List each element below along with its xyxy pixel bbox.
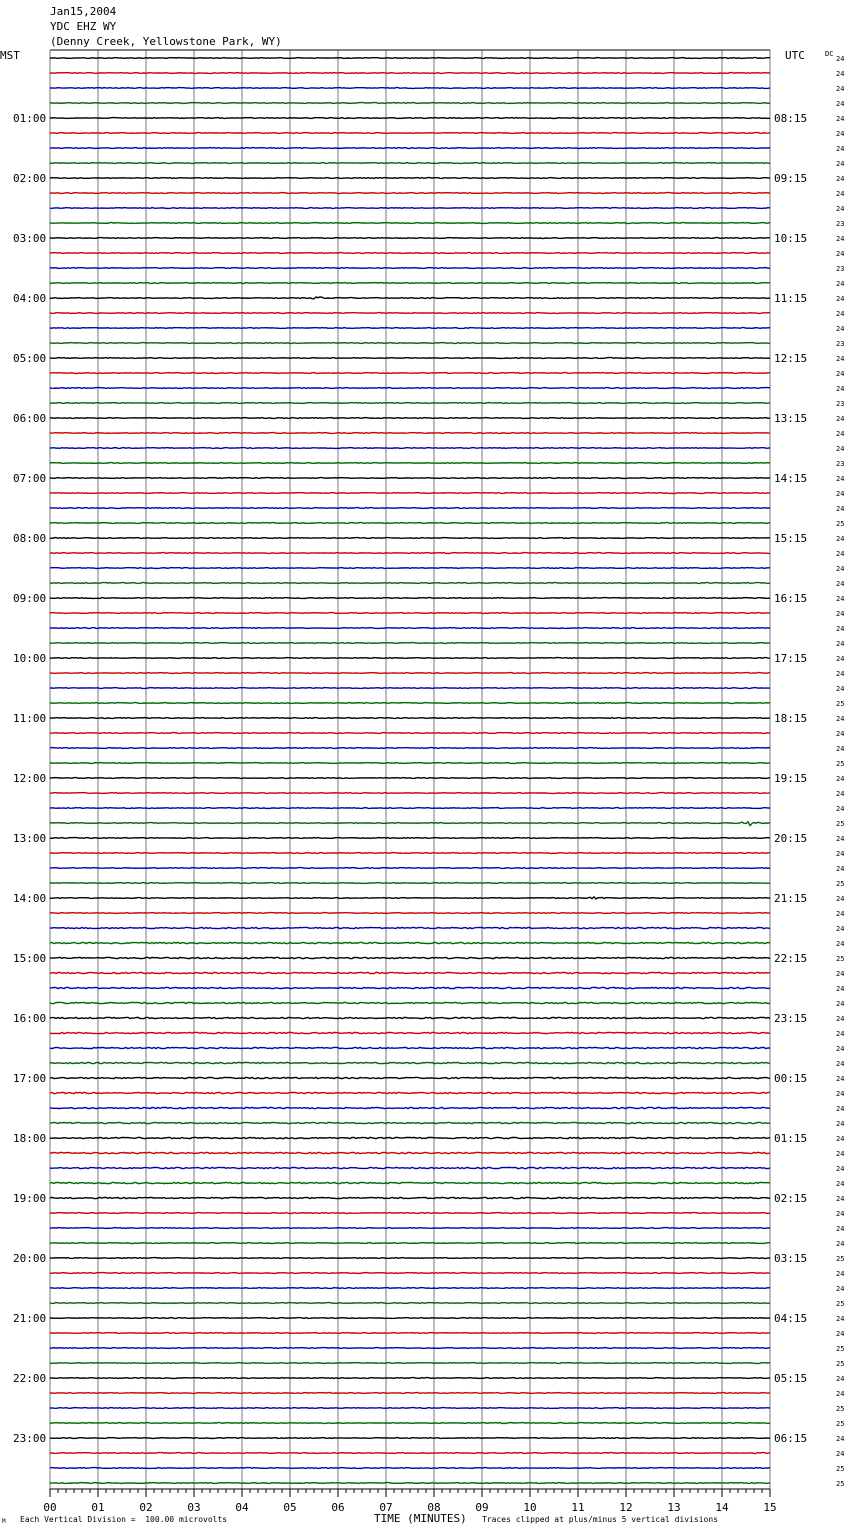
seismic-trace	[50, 703, 770, 704]
dc-offset-value: 25	[836, 1345, 845, 1353]
dc-offset-value: 24	[836, 85, 845, 93]
dc-offset-value: 24	[836, 1180, 845, 1188]
right-timezone-label: UTC	[785, 49, 805, 62]
seismic-trace	[50, 538, 770, 539]
seismic-trace	[50, 118, 770, 119]
dc-offset-labels	[836, 55, 844, 1488]
left-hour-label: 20:00	[13, 1252, 47, 1265]
dc-offset-value: 24	[836, 430, 845, 438]
seismic-trace	[50, 598, 770, 599]
dc-offset-value: 25	[836, 520, 845, 528]
dc-offset-value: 24	[836, 550, 845, 558]
right-hour-label: 08:15	[774, 112, 808, 125]
dc-offset-value: 24	[836, 970, 845, 978]
seismic-trace	[50, 822, 770, 826]
seismic-trace	[50, 103, 770, 104]
seismic-trace	[50, 1017, 770, 1018]
dc-offset-value: 24	[836, 910, 845, 918]
dc-offset-value: 24	[836, 175, 845, 183]
left-hour-label: 04:00	[13, 292, 47, 305]
dc-offset-value: 24	[836, 1390, 845, 1398]
seismic-trace	[50, 403, 770, 404]
seismic-trace	[50, 868, 770, 869]
dc-offset-value: 24	[836, 1045, 845, 1053]
dc-offset-value: 23	[836, 340, 845, 348]
left-hour-label: 10:00	[13, 652, 47, 665]
dc-offset-value: 24	[836, 445, 845, 453]
x-tick-label: 09	[475, 1501, 489, 1514]
dc-offset-value: 24	[836, 1270, 845, 1278]
seismic-trace	[50, 718, 770, 719]
dc-offset-value: 24	[836, 940, 845, 948]
seismic-trace	[50, 1423, 770, 1424]
dc-offset-value: 24	[836, 1435, 845, 1443]
dc-offset-value: 24	[836, 895, 845, 903]
seismic-trace	[50, 148, 770, 149]
seismic-trace	[50, 1047, 770, 1048]
seismic-trace	[50, 178, 770, 179]
seismic-trace	[50, 1182, 770, 1183]
dc-offset-value: 25	[836, 1465, 845, 1473]
seismic-trace	[50, 253, 770, 254]
dc-offset-value: 24	[836, 490, 845, 498]
seismic-trace	[50, 328, 770, 329]
seismic-trace	[50, 957, 770, 958]
left-hour-label: 11:00	[13, 712, 47, 725]
seismic-trace	[50, 58, 770, 59]
right-hour-label: 01:15	[774, 1132, 808, 1145]
left-hour-label: 13:00	[13, 832, 47, 845]
seismic-trace	[50, 628, 770, 629]
dc-offset-value: 24	[836, 595, 845, 603]
dc-offset-value: 25	[836, 1420, 845, 1428]
dc-offset-value: 24	[836, 1000, 845, 1008]
seismic-trace	[50, 748, 770, 749]
left-hour-label: 06:00	[13, 412, 47, 425]
dc-offset-value: 24	[836, 805, 845, 813]
dc-offset-value: 24	[836, 1090, 845, 1098]
dc-offset-value: 24	[836, 1150, 845, 1158]
x-tick-label: 04	[235, 1501, 249, 1514]
seismic-trace	[50, 927, 770, 928]
seismic-trace	[50, 778, 770, 779]
dc-offset-value: 24	[836, 850, 845, 858]
dc-offset-value: 24	[836, 1060, 845, 1068]
x-tick-label: 15	[763, 1501, 777, 1514]
dc-offset-value: 24	[836, 1240, 845, 1248]
left-hour-labels	[13, 112, 46, 1445]
seismic-trace	[50, 1303, 770, 1304]
x-axis	[43, 1489, 776, 1514]
x-tick-label: 06	[331, 1501, 345, 1514]
dc-offset-value: 25	[836, 1360, 845, 1368]
seismic-trace	[50, 1197, 770, 1198]
right-hour-label: 06:15	[774, 1432, 808, 1445]
seismic-trace	[50, 88, 770, 89]
x-axis-label: TIME (MINUTES)	[374, 1512, 467, 1525]
right-hour-label: 20:15	[774, 832, 808, 845]
seismic-trace	[50, 658, 770, 659]
left-hour-label: 23:00	[13, 1432, 47, 1445]
left-hour-label: 22:00	[13, 1372, 47, 1385]
dc-offset-value: 24	[836, 1120, 845, 1128]
dc-offset-value: 24	[836, 145, 845, 153]
x-tick-label: 14	[715, 1501, 729, 1514]
seismic-trace	[50, 1453, 770, 1454]
seismic-trace	[50, 553, 770, 554]
right-hour-label: 21:15	[774, 892, 808, 905]
seismic-trace	[50, 1333, 770, 1334]
dc-offset-value: 24	[836, 100, 845, 108]
x-tick-label: 03	[187, 1501, 201, 1514]
right-hour-label: 09:15	[774, 172, 808, 185]
dc-offset-value: 24	[836, 1075, 845, 1083]
seismic-trace	[50, 343, 770, 344]
seismic-trace	[50, 883, 770, 884]
left-hour-label: 21:00	[13, 1312, 47, 1325]
seismic-trace	[50, 1032, 770, 1033]
seismic-trace	[50, 1408, 770, 1409]
dc-offset-value: 24	[836, 745, 845, 753]
seismic-trace	[50, 583, 770, 584]
left-hour-label: 03:00	[13, 232, 47, 245]
dc-offset-value: 23	[836, 220, 845, 228]
right-hour-label: 03:15	[774, 1252, 808, 1265]
seismic-trace	[50, 268, 770, 269]
dc-offset-value: 24	[836, 1030, 845, 1038]
seismic-trace	[50, 853, 770, 854]
seismic-trace	[50, 358, 770, 359]
dc-offset-value: 24	[836, 835, 845, 843]
dc-offset-value: 24	[836, 625, 845, 633]
dc-offset-value: 24	[836, 565, 845, 573]
seismic-trace	[50, 1002, 770, 1003]
seismic-trace	[50, 733, 770, 734]
dc-offset-value: 24	[836, 790, 845, 798]
seismic-trace	[50, 987, 770, 988]
seismic-trace	[50, 1228, 770, 1229]
seismic-trace	[50, 1273, 770, 1274]
seismic-trace	[50, 1378, 770, 1379]
seismic-trace	[50, 1318, 770, 1319]
left-hour-label: 17:00	[13, 1072, 47, 1085]
dc-offset-value: 24	[836, 1015, 845, 1023]
right-hour-labels	[774, 112, 807, 1445]
clip-note: Traces clipped at plus/minus 5 vertical divisions	[482, 1515, 719, 1524]
dc-offset-header: DC	[825, 50, 834, 58]
dc-offset-value: 25	[836, 1480, 845, 1488]
dc-offset-value: 24	[836, 280, 845, 288]
seismic-trace	[50, 1288, 770, 1289]
right-hour-label: 00:15	[774, 1072, 808, 1085]
right-hour-label: 15:15	[774, 532, 808, 545]
dc-offset-value: 24	[836, 1315, 845, 1323]
seismic-trace	[50, 673, 770, 674]
seismic-trace	[50, 238, 770, 239]
dc-offset-value: 24	[836, 925, 845, 933]
seismic-trace	[50, 913, 770, 914]
corner-mark: M	[2, 1518, 6, 1525]
dc-offset-value: 24	[836, 865, 845, 873]
seismic-trace	[50, 1243, 770, 1244]
right-hour-label: 22:15	[774, 952, 808, 965]
seismic-trace	[50, 1122, 770, 1123]
x-tick-label: 10	[523, 1501, 537, 1514]
dc-offset-value: 24	[836, 1285, 845, 1293]
right-hour-label: 16:15	[774, 592, 808, 605]
seismic-trace	[50, 897, 770, 899]
seismic-trace	[50, 1363, 770, 1364]
seismic-trace	[50, 448, 770, 449]
seismic-trace	[50, 1152, 770, 1153]
dc-offset-value: 25	[836, 1300, 845, 1308]
seismic-trace	[50, 1092, 770, 1093]
seismic-trace	[50, 643, 770, 644]
left-hour-label: 07:00	[13, 472, 47, 485]
dc-offset-value: 25	[836, 700, 845, 708]
dc-offset-value: 24	[836, 1135, 845, 1143]
dc-offset-value: 24	[836, 580, 845, 588]
seismic-trace	[50, 1393, 770, 1394]
right-hour-label: 23:15	[774, 1012, 808, 1025]
left-hour-label: 09:00	[13, 592, 47, 605]
seismic-trace	[50, 1438, 770, 1439]
left-hour-label: 12:00	[13, 772, 47, 785]
dc-offset-value: 24	[836, 685, 845, 693]
dc-offset-value: 24	[836, 250, 845, 258]
right-hour-label: 18:15	[774, 712, 808, 725]
seismic-trace	[50, 493, 770, 494]
dc-offset-value: 24	[836, 355, 845, 363]
seismic-trace	[50, 523, 770, 524]
right-hour-label: 13:15	[774, 412, 808, 425]
dc-offset-value: 24	[836, 1450, 845, 1458]
seismic-trace	[50, 73, 770, 74]
left-hour-label: 19:00	[13, 1192, 47, 1205]
dc-offset-value: 24	[836, 415, 845, 423]
right-hour-label: 12:15	[774, 352, 808, 365]
dc-offset-value: 25	[836, 760, 845, 768]
dc-offset-value: 24	[836, 1375, 845, 1383]
seismic-trace	[50, 463, 770, 464]
seismic-trace	[50, 193, 770, 194]
x-tick-label: 11	[571, 1501, 585, 1514]
seismic-trace	[50, 1213, 770, 1214]
dc-offset-value: 24	[836, 1210, 845, 1218]
dc-offset-value: 24	[836, 610, 845, 618]
left-hour-label: 16:00	[13, 1012, 47, 1025]
x-tick-label: 13	[667, 1501, 681, 1514]
right-hour-label: 05:15	[774, 1372, 808, 1385]
seismic-trace	[50, 508, 770, 509]
dc-offset-value: 24	[836, 295, 845, 303]
seismic-trace	[50, 133, 770, 134]
dc-offset-value: 24	[836, 1105, 845, 1113]
seismic-trace	[50, 1137, 770, 1138]
left-hour-label: 14:00	[13, 892, 47, 905]
left-hour-label: 15:00	[13, 952, 47, 965]
seismic-trace	[50, 793, 770, 794]
seismic-trace	[50, 283, 770, 284]
station-location: (Denny Creek, Yellowstone Park, WY)	[50, 35, 282, 48]
seismic-trace	[50, 297, 770, 299]
station-code: YDC EHZ WY	[50, 20, 117, 33]
dc-offset-value: 24	[836, 1330, 845, 1338]
x-tick-label: 00	[43, 1501, 57, 1514]
dc-offset-value: 23	[836, 265, 845, 273]
seismic-trace	[50, 313, 770, 314]
dc-offset-value: 24	[836, 310, 845, 318]
seismic-trace	[50, 1468, 770, 1469]
dc-offset-value: 24	[836, 985, 845, 993]
seismic-trace	[50, 1483, 770, 1484]
left-hour-label: 18:00	[13, 1132, 47, 1145]
x-tick-label: 05	[283, 1501, 297, 1514]
right-hour-label: 19:15	[774, 772, 808, 785]
x-tick-label: 12	[619, 1501, 633, 1514]
seismic-trace	[50, 1167, 770, 1168]
dc-offset-value: 24	[836, 775, 845, 783]
dc-offset-value: 24	[836, 715, 845, 723]
seismic-trace	[50, 568, 770, 569]
dc-offset-value: 23	[836, 460, 845, 468]
seismic-trace	[50, 223, 770, 224]
dc-offset-value: 24	[836, 70, 845, 78]
seismic-trace	[50, 1077, 770, 1078]
dc-offset-value: 24	[836, 115, 845, 123]
chart-date: Jan15,2004	[50, 5, 117, 18]
seismic-trace	[50, 1107, 770, 1108]
right-hour-label: 04:15	[774, 1312, 808, 1325]
dc-offset-value: 24	[836, 370, 845, 378]
dc-offset-value: 25	[836, 955, 845, 963]
dc-offset-value: 24	[836, 640, 845, 648]
dc-offset-value: 24	[836, 1225, 845, 1233]
left-timezone-label: MST	[0, 49, 20, 62]
dc-offset-value: 24	[836, 1165, 845, 1173]
dc-offset-value: 24	[836, 55, 845, 63]
left-hour-label: 02:00	[13, 172, 47, 185]
right-hour-label: 02:15	[774, 1192, 808, 1205]
seismic-trace	[50, 613, 770, 614]
right-hour-label: 14:15	[774, 472, 808, 485]
dc-offset-value: 25	[836, 820, 845, 828]
x-tick-label: 01	[91, 1501, 105, 1514]
seismic-trace	[50, 972, 770, 973]
dc-offset-value: 24	[836, 160, 845, 168]
dc-offset-value: 24	[836, 505, 845, 513]
dc-offset-value: 24	[836, 475, 845, 483]
seismic-trace	[50, 688, 770, 689]
dc-offset-value: 24	[836, 205, 845, 213]
seismic-trace	[50, 418, 770, 419]
dc-offset-value: 24	[836, 190, 845, 198]
seismic-trace	[50, 208, 770, 209]
seismic-trace	[50, 1258, 770, 1259]
seismic-trace	[50, 763, 770, 764]
dc-offset-value: 25	[836, 1405, 845, 1413]
seismic-trace	[50, 1062, 770, 1063]
seismic-trace	[50, 373, 770, 374]
right-hour-label: 10:15	[774, 232, 808, 245]
trace-group	[50, 58, 770, 1484]
seismic-trace	[50, 808, 770, 809]
left-hour-label: 05:00	[13, 352, 47, 365]
dc-offset-value: 24	[836, 325, 845, 333]
x-tick-label: 08	[427, 1501, 441, 1514]
right-hour-label: 11:15	[774, 292, 808, 305]
right-hour-label: 17:15	[774, 652, 808, 665]
left-hour-label: 08:00	[13, 532, 47, 545]
dc-offset-value: 24	[836, 670, 845, 678]
seismic-trace	[50, 433, 770, 434]
dc-offset-value: 23	[836, 400, 845, 408]
dc-offset-value: 24	[836, 385, 845, 393]
dc-offset-value: 25	[836, 1255, 845, 1263]
x-tick-label: 02	[139, 1501, 153, 1514]
x-tick-label: 07	[379, 1501, 393, 1514]
seismic-trace	[50, 388, 770, 389]
seismic-trace	[50, 942, 770, 943]
minute-gridlines	[50, 50, 770, 1492]
seismic-trace	[50, 1348, 770, 1349]
dc-offset-value: 24	[836, 730, 845, 738]
seismic-trace	[50, 838, 770, 839]
dc-offset-value: 24	[836, 235, 845, 243]
dc-offset-value: 24	[836, 655, 845, 663]
dc-offset-value: 24	[836, 130, 845, 138]
seismic-trace	[50, 478, 770, 479]
seismic-trace	[50, 163, 770, 164]
dc-offset-value: 24	[836, 535, 845, 543]
scale-note: Each Vertical Division = 100.00 microvolts	[20, 1515, 228, 1524]
left-hour-label: 01:00	[13, 112, 47, 125]
dc-offset-value: 24	[836, 1195, 845, 1203]
dc-offset-value: 25	[836, 880, 845, 888]
